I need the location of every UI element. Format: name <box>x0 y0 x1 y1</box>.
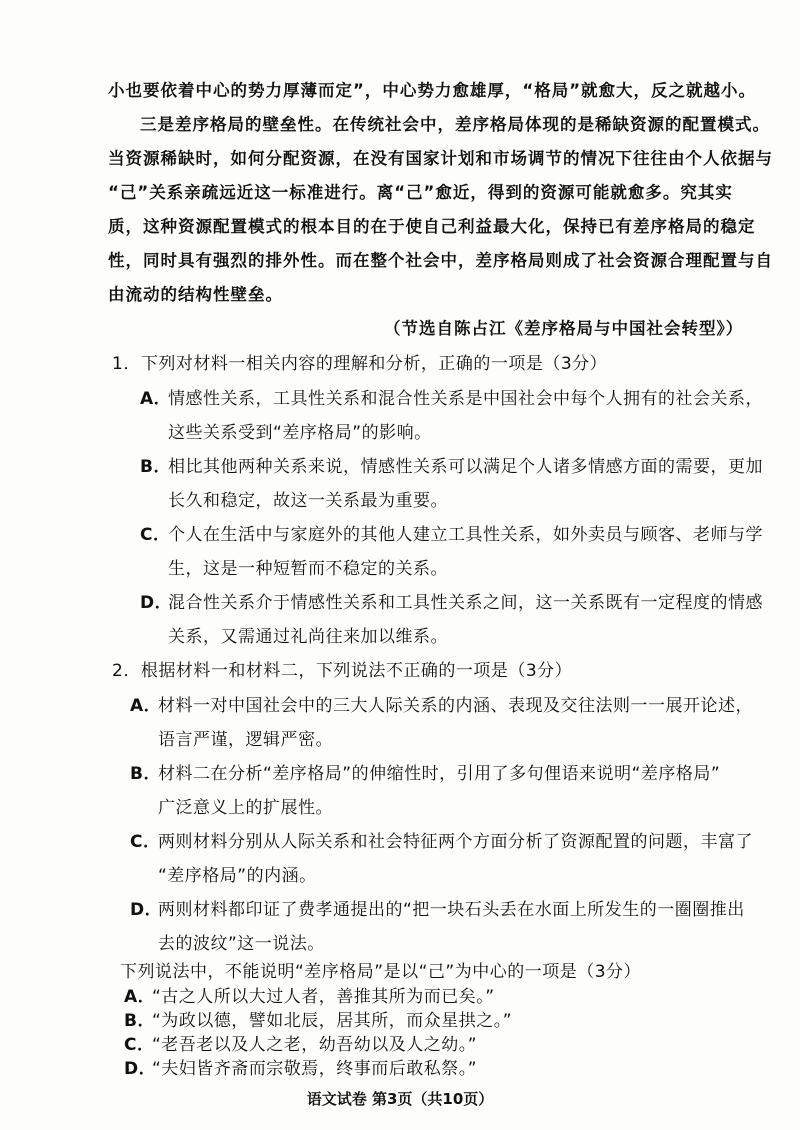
option-text: 混合性关系介于情感性关系和工具性关系之间，这一关系既有一定程度的情感 <box>168 593 763 613</box>
q1-option-b-cont: 长久和稳定，故这一关系最为重要。 <box>168 491 448 511</box>
option-letter: C． <box>140 525 171 545</box>
q1-option-d-cont: 关系，又需通过礼尚往来加以维系。 <box>168 627 448 647</box>
option-letter: A． <box>124 987 156 1007</box>
option-letter: C． <box>124 1035 155 1055</box>
page-footer: 语文试卷 第3页（共10页） <box>306 1090 494 1108</box>
q2-option-a-cont: 语言严谨，逻辑严密。 <box>158 730 333 750</box>
question-1-stem <box>112 352 607 376</box>
passage-line: 由流动的结构性壁垒。 <box>108 285 283 304</box>
q2-option-a <box>130 694 753 718</box>
option-letter: B． <box>130 764 161 784</box>
q3-option-d <box>124 1057 477 1081</box>
passage-line: 当资源稀缺时，如何分配资源，在没有国家计划和市场调节的情况下往往由个人依据与 <box>108 149 773 168</box>
option-text: “古之人所以大过人者，善推其所为而已矣。” <box>152 987 495 1007</box>
q2-option-b <box>130 762 720 786</box>
q1-option-d <box>140 591 763 615</box>
option-text: 两则材料都印证了费孝通提出的“把一块石头丢在水面上所发生的一圈圈推出 <box>158 900 745 920</box>
option-letter: D． <box>130 900 163 920</box>
option-text: “老吾老以及人之老，幼吾幼以及人之幼。” <box>152 1035 478 1055</box>
passage-line: 质，这种资源配置模式的根本目的在于使自己利益最大化，保持已有差序格局的稳定 <box>108 217 756 236</box>
option-letter: A． <box>140 389 172 409</box>
question-text: 下列说法中，不能说明“差序格局”是以“己”为中心的一项是（3分） <box>120 962 642 982</box>
question-text: 下列对材料一相关内容的理解和分析，正确的一项是（3分） <box>140 354 608 374</box>
q3-option-a <box>124 985 495 1009</box>
question-text: 根据材料一和材料二，下列说法不正确的一项是（3分） <box>140 661 573 681</box>
q1-option-c <box>140 523 763 547</box>
passage-line: 性，同时具有强烈的排外性。而在整个社会中，差序格局则成了社会资源合理配置与自 <box>108 251 773 270</box>
q1-option-b <box>140 455 763 479</box>
option-letter: B． <box>140 457 171 477</box>
option-text: 情感性关系，工具性关系和混合性关系是中国社会中每个人拥有的社会关系， <box>168 389 763 409</box>
passage-line: 三是差序格局的壁垒性。在传统社会中，差序格局体现的是稀缺资源的配置模式。 <box>140 115 770 134</box>
option-letter: C． <box>130 832 161 852</box>
option-text: 材料一对中国社会中的三大人际关系的内涵、表现及交往法则一一展开论述， <box>158 696 753 716</box>
option-text: 相比其他两种关系来说，情感性关系可以满足个人诸多情感方面的需要，更加 <box>168 457 763 477</box>
question-3-stem <box>120 960 641 984</box>
passage-line: 小也要依着中心的势力厚薄而定”，中心势力愈雄厚，“格局”就愈大，反之就越小。 <box>108 81 757 100</box>
q1-option-c-cont: 生，这是一种短暂而不稳定的关系。 <box>168 559 448 579</box>
q1-option-a <box>140 387 763 411</box>
q1-option-a-cont: 这些关系受到“差序格局”的影响。 <box>168 423 432 443</box>
option-text: 两则材料分别从人际关系和社会特征两个方面分析了资源配置的问题，丰富了 <box>158 832 753 852</box>
q2-option-d <box>130 898 745 922</box>
option-letter: B． <box>124 1011 155 1031</box>
option-letter: A． <box>130 696 162 716</box>
q2-option-d-cont: 去的波纹”这一说法。 <box>158 934 325 954</box>
option-letter: D． <box>140 593 173 613</box>
option-text: “夫妇皆齐斋而宗敬焉，终事而后敢私祭。” <box>152 1059 478 1079</box>
question-number: 1． <box>112 354 141 374</box>
passage-source: （节选自陈占江《差序格局与中国社会转型》） <box>384 319 744 338</box>
q3-option-c <box>124 1033 477 1057</box>
option-text: 材料二在分析“差序格局”的伸缩性时，引用了多句俚语来说明“差序格局” <box>158 764 721 784</box>
option-letter: D． <box>124 1059 157 1079</box>
passage-line: “己”关系亲疏远近这一标准进行。离“己”愈近，得到的资源可能就愈多。究其实 <box>108 183 733 202</box>
option-text: “为政以德，譬如北辰，居其所，而众星拱之。” <box>152 1011 513 1031</box>
option-text: 个人在生活中与家庭外的其他人建立工具性关系，如外卖员与顾客、老师与学 <box>168 525 763 545</box>
q2-option-c <box>130 830 753 854</box>
q3-option-b <box>124 1009 512 1033</box>
q2-option-b-cont: 广泛意义上的扩展性。 <box>158 798 333 818</box>
question-number: 2． <box>112 661 141 681</box>
q2-option-c-cont: “差序格局”的内涵。 <box>158 866 317 886</box>
question-2-stem <box>112 659 572 683</box>
